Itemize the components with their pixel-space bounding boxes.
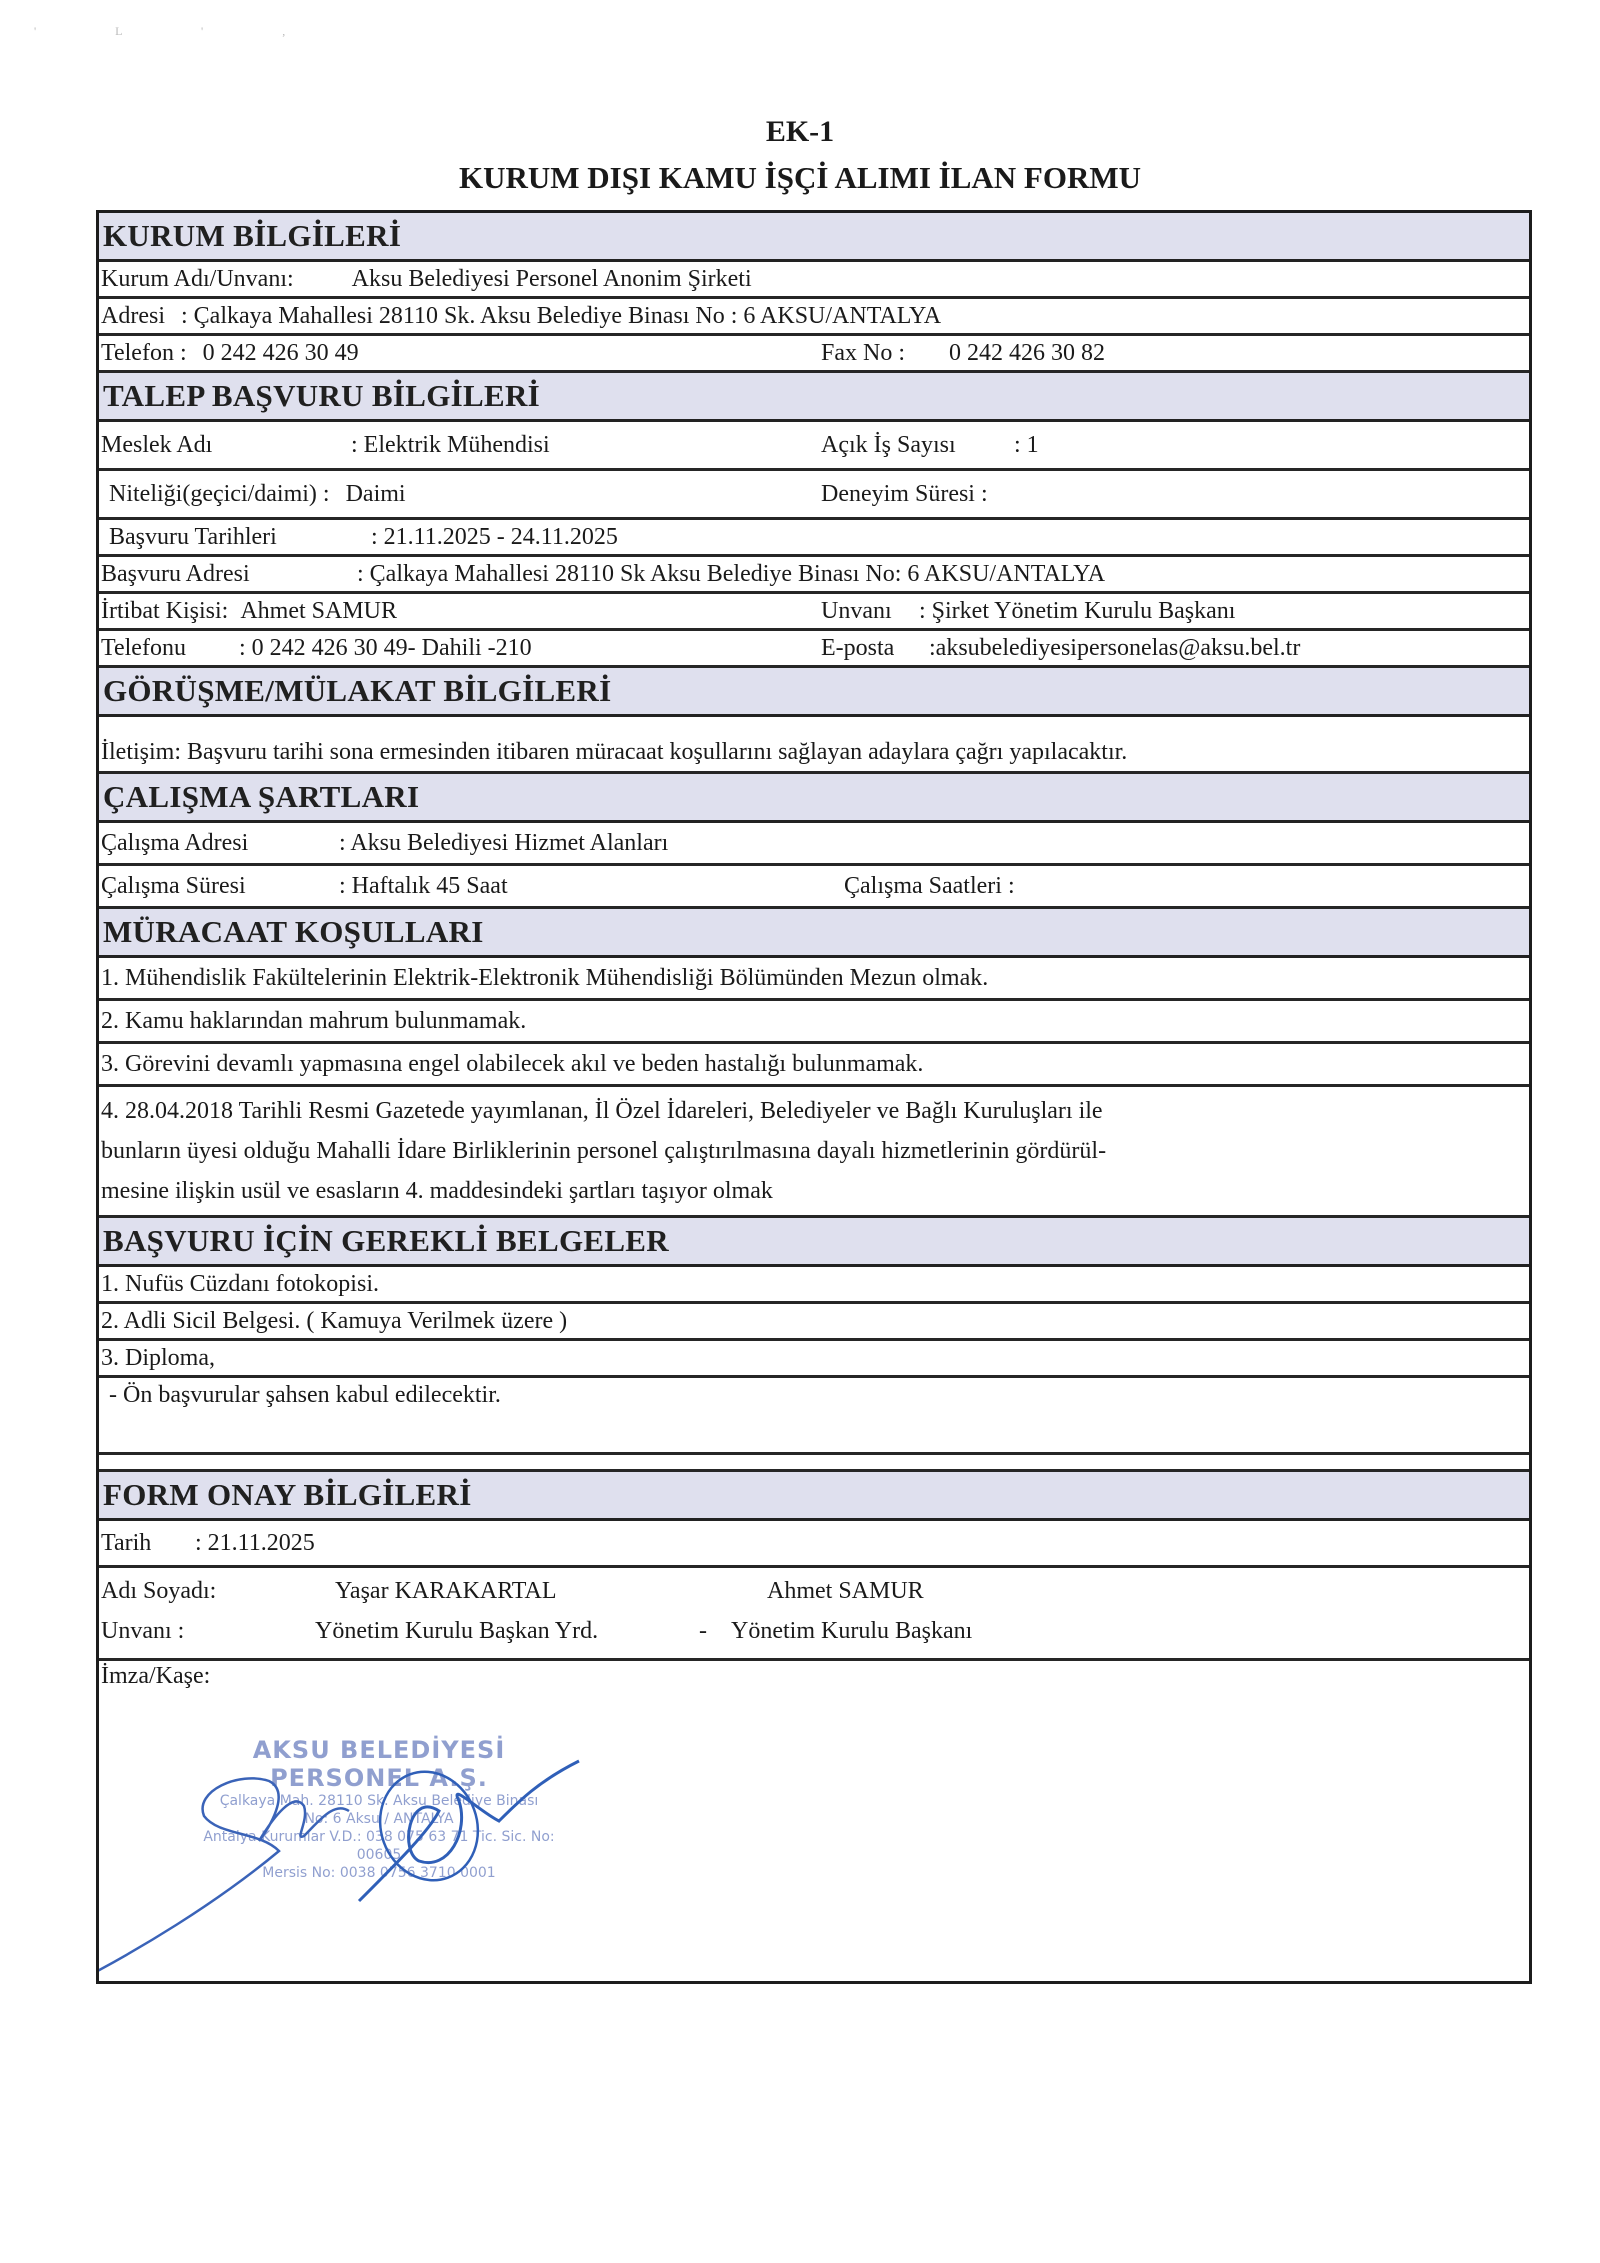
kosul-item	[99, 958, 1529, 1001]
gorusme-row	[99, 717, 1529, 774]
telefonu-label: Telefonu	[101, 635, 186, 661]
irtibat-label: İrtibat Kişisi:	[101, 598, 229, 624]
belge-note: - Ön başvurular şahsen kabul edilecektir.	[109, 1382, 501, 1408]
stamp-line: Antalya Kurumlar V.D.: 038 075 63 71 Tic. Sic. No: 00605	[203, 1829, 555, 1863]
kosul-text: 2. Kamu haklarından mahrum bulunmamak.	[101, 1008, 527, 1034]
basvuru-adres-row	[99, 557, 1529, 594]
irtibat-value: Ahmet SAMUR	[240, 598, 398, 624]
signature-area	[99, 1661, 1529, 1984]
signer1-name: Yaşar KARAKARTAL	[335, 1578, 557, 1604]
kurum-adi-label: Kurum Adı/Unvanı:	[101, 266, 294, 292]
stamp-line: Çalkaya Mah. 28110 Sk. Aksu Belediye Binası	[219, 1793, 539, 1809]
eposta-value[interactable]: :aksubelediyesipersonelas@aksu.bel.tr	[929, 635, 1301, 661]
onay-tarih-label: Tarih	[101, 1530, 152, 1556]
acik-is-label: Açık İş Sayısı	[821, 432, 956, 458]
job-posting-form	[96, 210, 1532, 1984]
empty-row	[99, 1455, 1529, 1472]
niteligi-row	[99, 471, 1529, 520]
document-title: KURUM DIŞI KAMU İŞÇİ ALIMI İLAN FORMU	[458, 160, 1142, 195]
calisma-sure-value: : Haftalık 45 Saat	[339, 873, 508, 899]
section-gerekli-belgeler: BAŞVURU İÇİN GEREKLİ BELGELER	[99, 1218, 1529, 1267]
onay-tarih-value: : 21.11.2025	[195, 1530, 315, 1556]
kurum-adi-row	[99, 262, 1529, 299]
niteligi-label: Niteliği(geçici/daimi) :	[109, 481, 330, 507]
document-code: EK-1	[765, 115, 835, 148]
basvuru-tarih-label: Başvuru Tarihleri	[109, 524, 277, 550]
belge-item	[99, 1304, 1529, 1341]
onay-tarih-row	[99, 1521, 1529, 1568]
kosul-text: 3. Görevini devamlı yapmasına engel olabilecek akıl ve beden hastalığı bulunmamak.	[101, 1051, 924, 1077]
kurum-telefon-label: Telefon :	[101, 340, 187, 366]
signer2-title: Yönetim Kurulu Başkanı	[731, 1618, 973, 1644]
meslek-value: : Elektrik Mühendisi	[351, 432, 550, 458]
meslek-label: Meslek Adı	[101, 432, 213, 458]
signer2-name: Ahmet SAMUR	[767, 1578, 924, 1604]
calisma-sure-label: Çalışma Süresi	[101, 873, 246, 899]
calisma-sure-row	[99, 866, 1529, 909]
kosul-text: 1. Mühendislik Fakültelerinin Elektrik-Elektronik Mühendisliği Bölümünden Mezun olmak.	[101, 965, 989, 991]
niteligi-value: Daimi	[345, 481, 406, 507]
imza-kase-label: İmza/Kaşe:	[101, 1663, 211, 1689]
kosul-item	[99, 1087, 1529, 1218]
calisma-adres-value: : Aksu Belediyesi Hizmet Alanları	[339, 830, 669, 856]
gorusme-text: İletişim: Başvuru tarihi sona ermesinden itibaren müracaat koşullarını sağlayan adaylara çağrı yapılacaktır.	[101, 739, 1128, 765]
meslek-row	[99, 422, 1529, 471]
basvuru-adres-label: Başvuru Adresi	[101, 561, 250, 587]
acik-is-value: : 1	[1014, 432, 1039, 458]
belge-item	[99, 1341, 1529, 1378]
basvuru-tarih-row	[99, 520, 1529, 557]
document-title-block	[0, 112, 1600, 200]
signer1-title: Yönetim Kurulu Başkan Yrd.	[315, 1618, 599, 1644]
stamp-line: AKSU BELEDİYESİ PERSONEL A.Ş.	[252, 1736, 506, 1792]
section-form-onay: FORM ONAY BİLGİLERİ	[99, 1472, 1529, 1521]
scan-marks: ' L ' ,	[34, 24, 324, 38]
title-separator: -	[699, 1618, 707, 1644]
signature-icon	[99, 1661, 699, 2001]
stamp-line: Mersis No: 0038 0756 3710 0001	[262, 1865, 496, 1881]
belge-note-row	[99, 1378, 1529, 1455]
kurum-telefon-value: 0 242 426 30 49	[202, 340, 359, 366]
stamp-line: No: 6 Aksu / ANTALYA	[304, 1811, 454, 1827]
kurum-adi-value: Aksu Belediyesi Personel Anonim Şirketi	[351, 266, 752, 292]
kosul-item	[99, 1001, 1529, 1044]
irtibat-row	[99, 594, 1529, 631]
section-muracaat-kosullari: MÜRACAAT KOŞULLARI	[99, 909, 1529, 958]
calisma-adres-row	[99, 823, 1529, 866]
section-talep-basvuru: TALEP BAŞVURU BİLGİLERİ	[99, 373, 1529, 422]
kurum-telefon-row	[99, 336, 1529, 373]
eposta-label: E-posta	[821, 635, 895, 661]
basvuru-tarih-value: : 21.11.2025 - 24.11.2025	[371, 524, 618, 550]
signers-block	[99, 1568, 1529, 1661]
telefonu-value: : 0 242 426 30 49- Dahili -210	[239, 635, 532, 661]
belge-text: 1. Nufüs Cüzdanı fotokopisi.	[101, 1271, 379, 1297]
kosul-text-line: 4. 28.04.2018 Tarihli Resmi Gazetede yayımlanan, İl Özel İdareleri, Belediyeler ve Bağlı Kuruluşları ile	[101, 1098, 1103, 1124]
unvan-label: Unvanı	[821, 598, 892, 624]
section-kurum-bilgileri: KURUM BİLGİLERİ	[99, 213, 1529, 262]
belge-text: 2. Adli Sicil Belgesi. ( Kamuya Verilmek üzere )	[101, 1308, 568, 1334]
kurum-fax-label: Fax No :	[821, 340, 905, 366]
kurum-adres-value: : Çalkaya Mahallesi 28110 Sk. Aksu Belediye Binası No : 6 AKSU/ANTALYA	[180, 303, 942, 329]
basvuru-adres-value: : Çalkaya Mahallesi 28110 Sk Aksu Belediye Binası No: 6 AKSU/ANTALYA	[357, 561, 1106, 587]
section-gorusme: GÖRÜŞME/MÜLAKAT BİLGİLERİ	[99, 668, 1529, 717]
belge-item	[99, 1267, 1529, 1304]
calisma-adres-label: Çalışma Adresi	[101, 830, 249, 856]
kosul-item	[99, 1044, 1529, 1087]
kurum-adres-row	[99, 299, 1529, 336]
unvan-onay-label: Unvanı :	[101, 1618, 185, 1644]
adi-soyadi-label: Adı Soyadı:	[101, 1578, 217, 1604]
iletisim-row	[99, 631, 1529, 668]
section-calisma-sartlari: ÇALIŞMA ŞARTLARI	[99, 774, 1529, 823]
belge-text: 3. Diploma,	[101, 1345, 215, 1371]
kosul-text-line: bunların üyesi olduğu Mahalli İdare Birliklerinin personel çalıştırılmasına dayalı hizmetlerinin gördürül-	[101, 1138, 1107, 1164]
calisma-saat-label: Çalışma Saatleri :	[844, 873, 1015, 899]
deneyim-label: Deneyim Süresi :	[821, 481, 988, 507]
unvan-value: : Şirket Yönetim Kurulu Başkanı	[919, 598, 1236, 624]
kurum-fax-value: 0 242 426 30 82	[949, 340, 1105, 366]
kosul-text-line: mesine ilişkin usül ve esasların 4. maddesindeki şartları taşıyor olmak	[101, 1178, 773, 1204]
kurum-adres-label: Adresi	[101, 303, 165, 329]
